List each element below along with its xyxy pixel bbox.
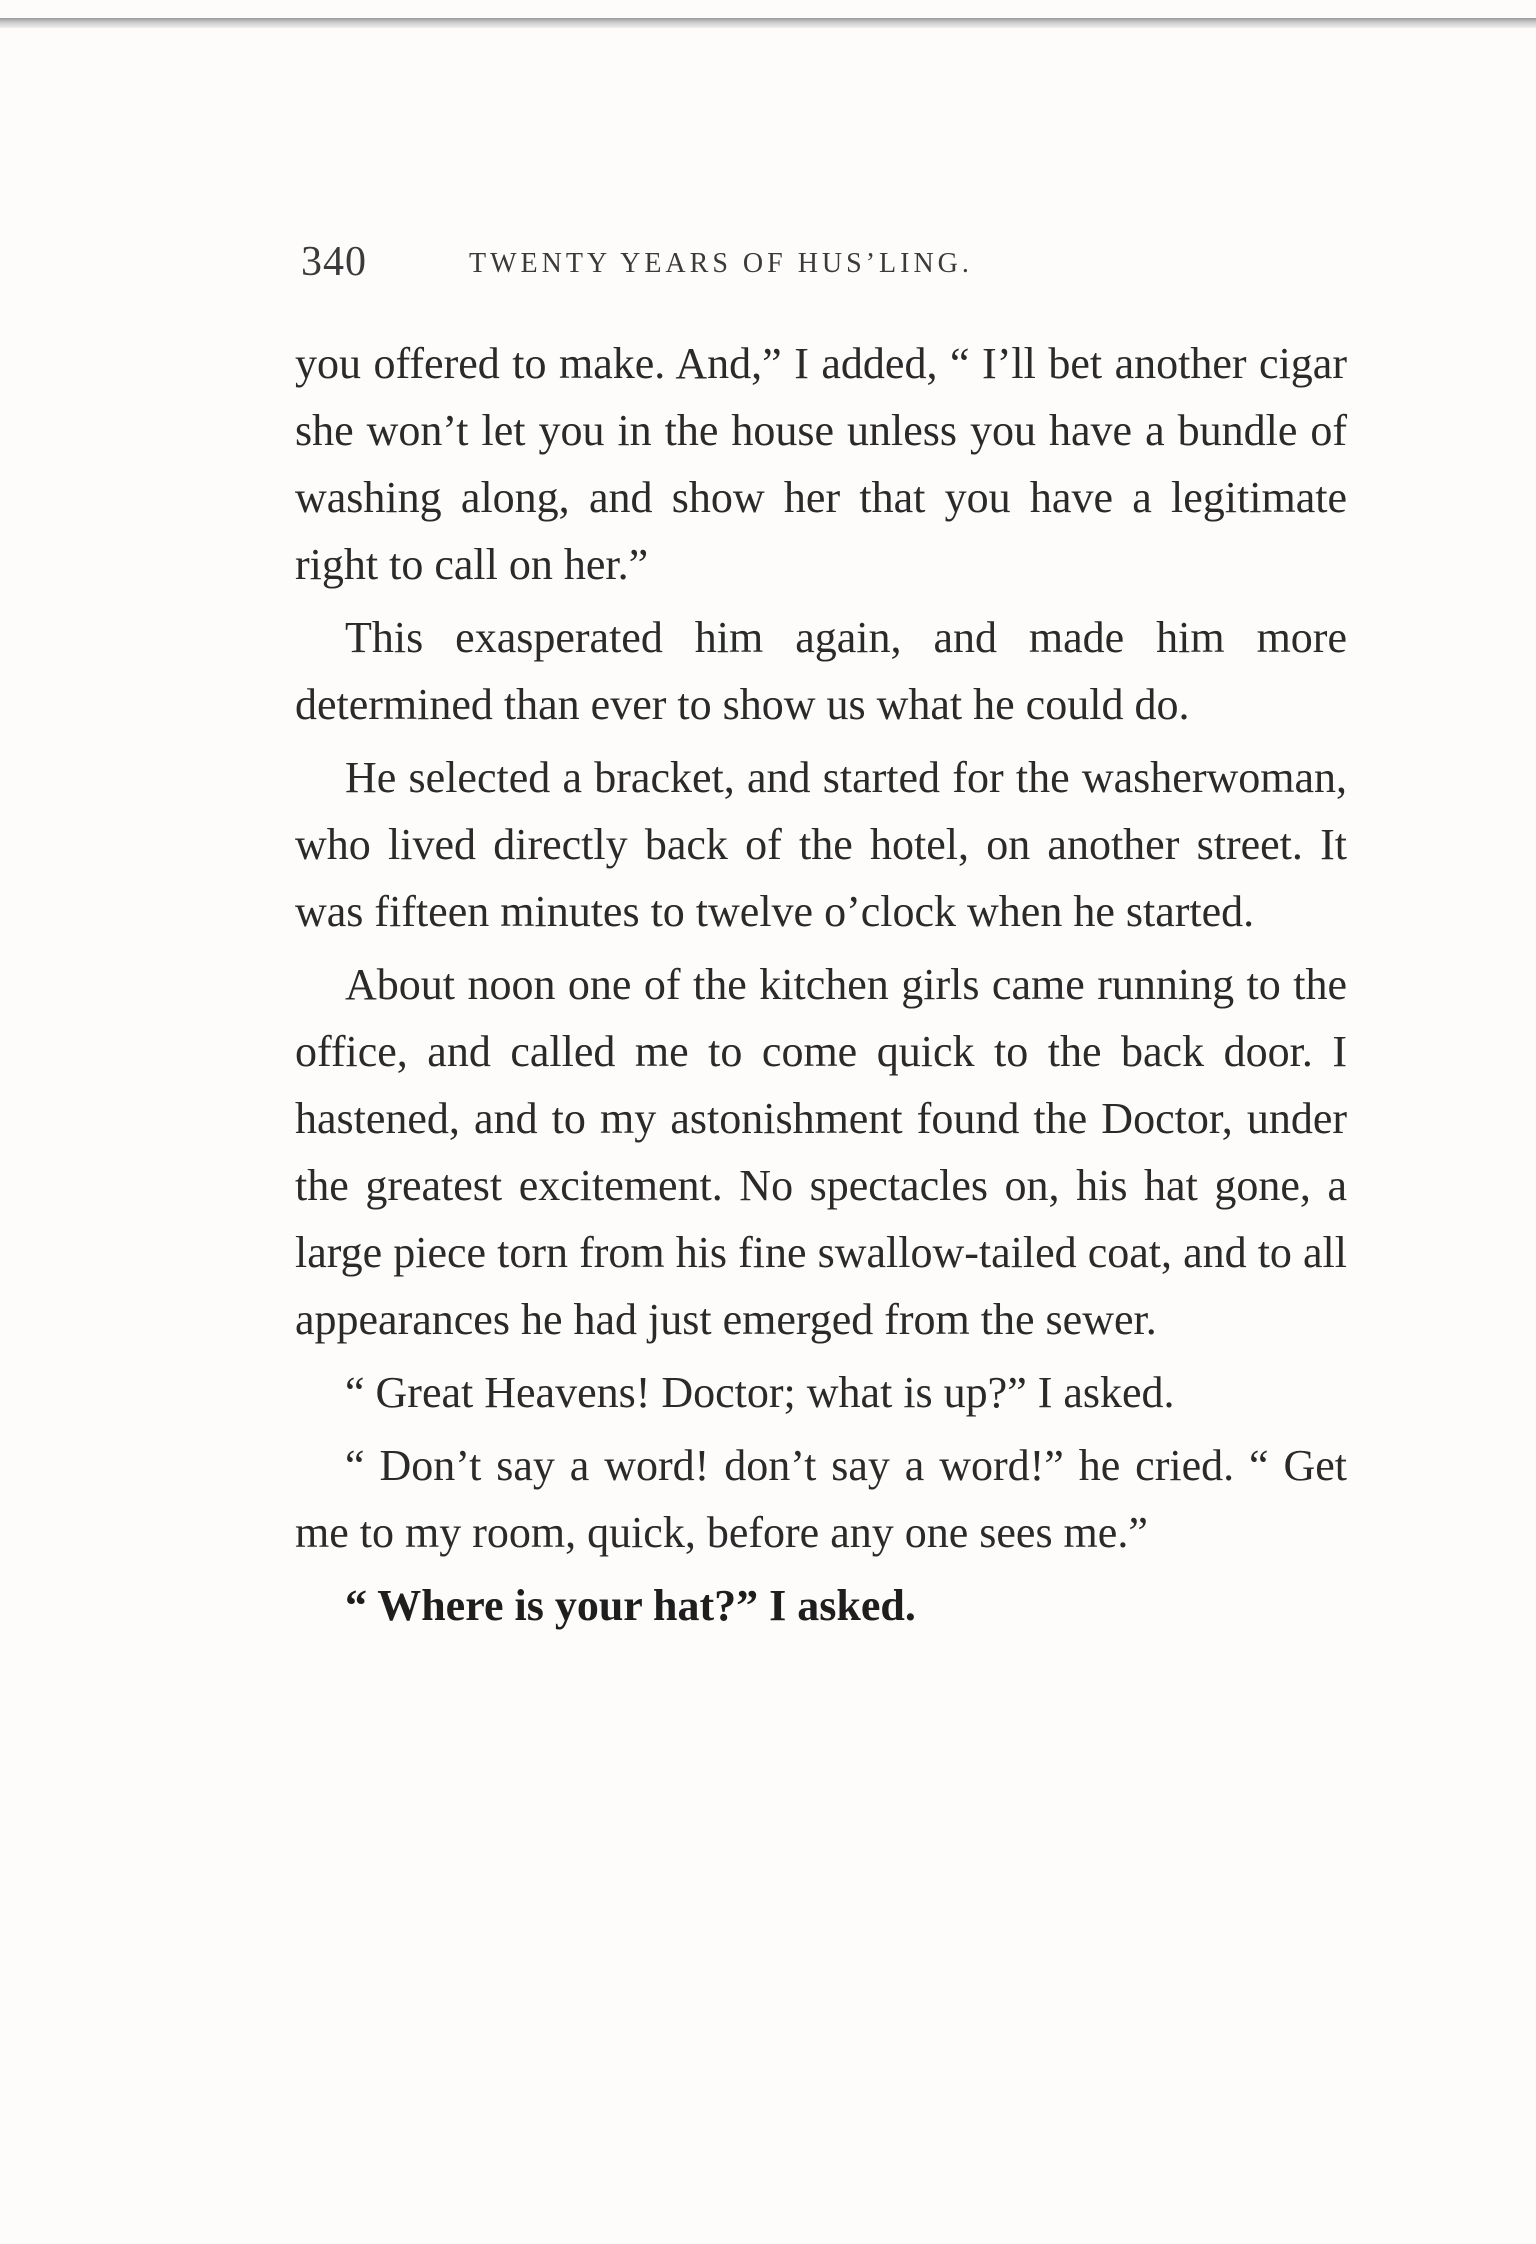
paragraph: This exasperated him again, and made him more determined than ever to show us what he could do. bbox=[295, 613, 1347, 729]
paragraph: “ Where is your hat?” I asked. bbox=[345, 1581, 916, 1630]
page-top-edge bbox=[0, 18, 1536, 28]
paragraph: About noon one of the kitchen girls came running to the office, and called me to come quick to the back door. I hastened, and to my astonishment found the Doctor, under the greatest excitement. No spectacles on, his hat gone, a large piece torn from his fine swallow-tailed coat, and to all appearances he had just emerged from the sewer. bbox=[295, 960, 1347, 1344]
body-text bbox=[295, 330, 1347, 1645]
paragraph: He selected a bracket, and started for the washerwoman, who lived directly back of the hotel, on another street. It was fifteen minutes to twelve o’clock when he started. bbox=[295, 753, 1347, 936]
paragraph: “ Great Heavens! Doctor; what is up?” I asked. bbox=[345, 1368, 1175, 1417]
page-number: 340 bbox=[301, 239, 367, 285]
paragraph: “ Don’t say a word! don’t say a word!” he cried. “ Get me to my room, quick, before any one sees me.” bbox=[295, 1441, 1347, 1557]
running-title: TWENTY YEARS OF HUS’LING. bbox=[469, 248, 973, 279]
paragraph-continuation: you offered to make. And,” I added, “ I’ll bet another cigar she won’t let you in the house unless you have a bundle of washing along, and show her that you have a legitimate right to call on her.” bbox=[295, 339, 1347, 589]
